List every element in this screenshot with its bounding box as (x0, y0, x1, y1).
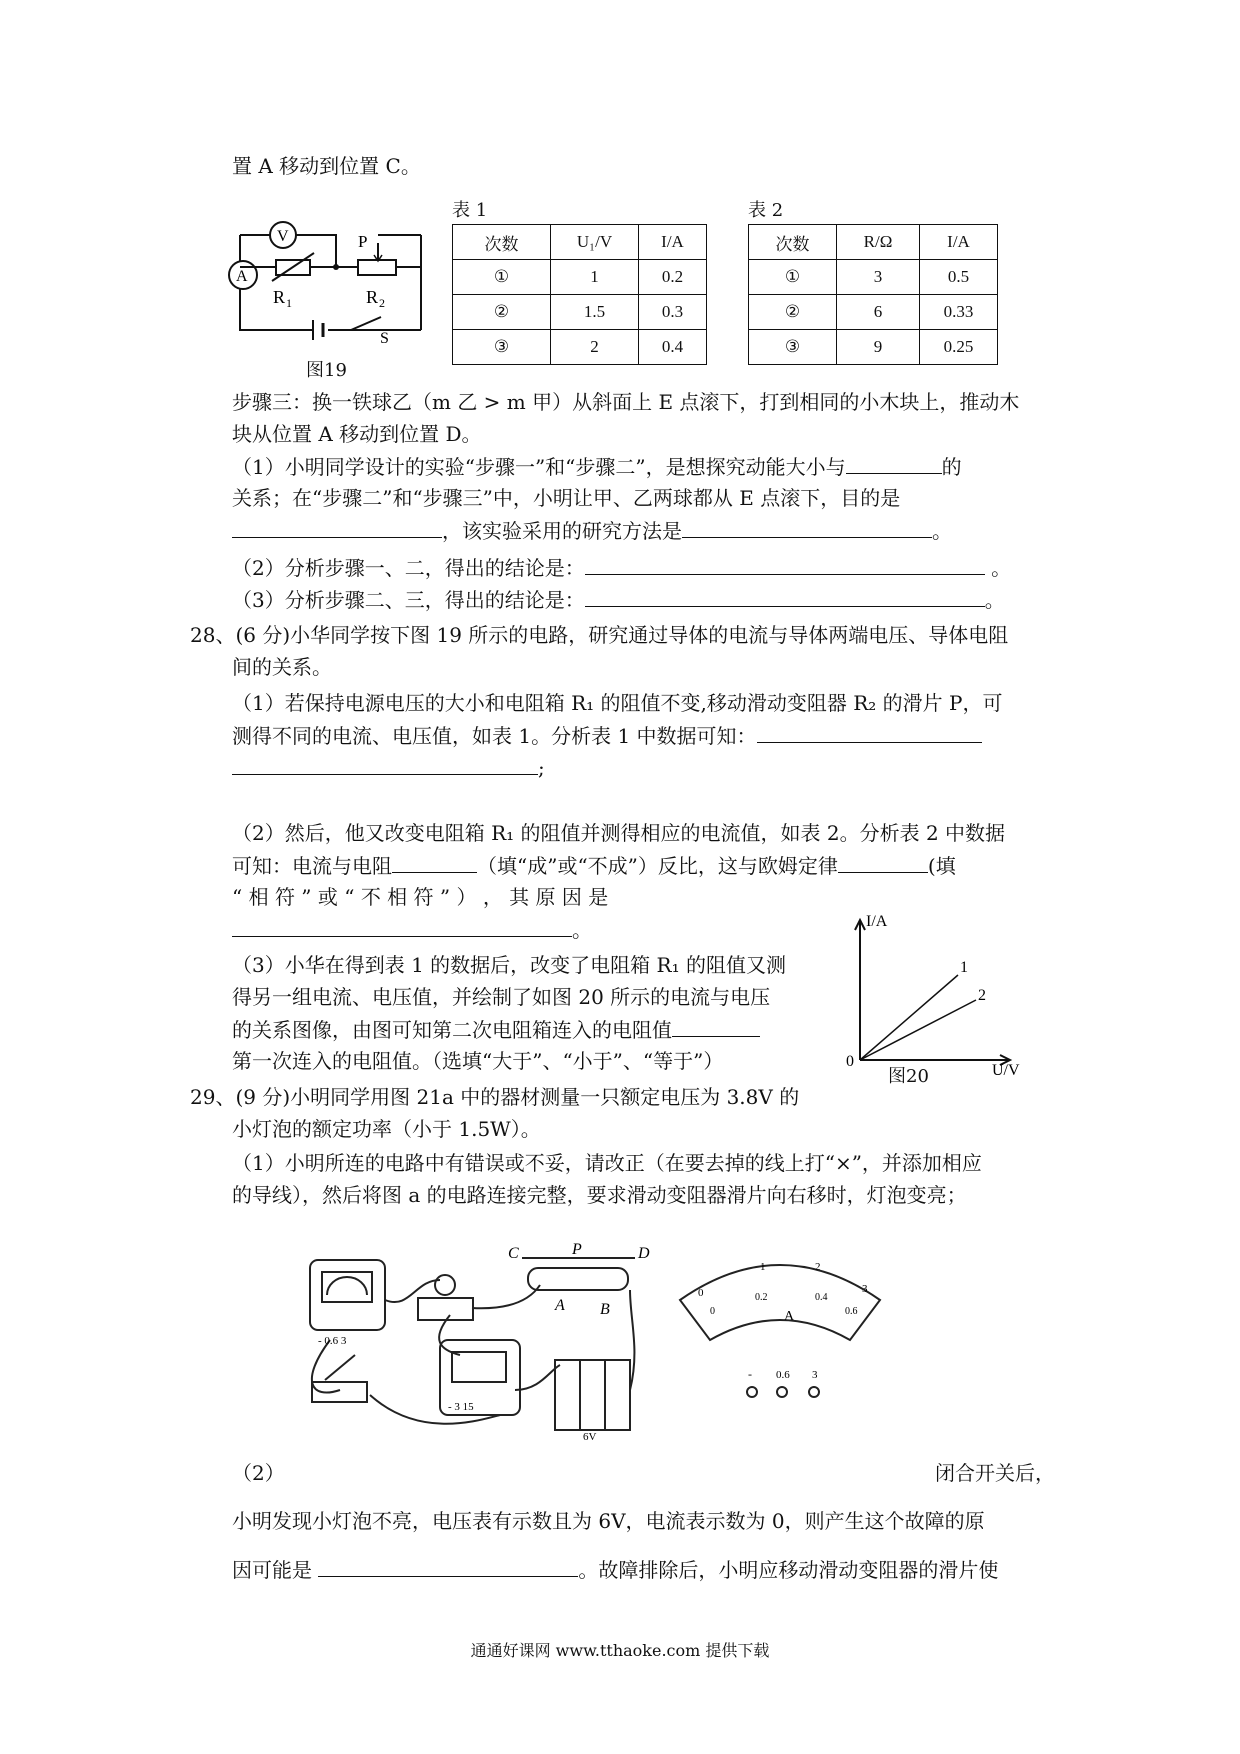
text: （2）分析步骤一、二，得出的结论是： (232, 556, 585, 580)
q27-p1-line-2: 关系；在“步骤二”和“步骤三”中，小明让甲、乙两球都从 E 点滚下，目的是 (232, 486, 901, 510)
table-cell: 1 (551, 260, 639, 295)
table-cell: U₁/V (551, 225, 639, 260)
scale-bottom-06: 0.6 (845, 1306, 858, 1317)
q28-line-1: 28、(6 分)小华同学按下图 19 所示的电路，研究通过导体的电流与导体两端电压、导体电阻 (190, 623, 1009, 647)
table-cell: 次数 (749, 225, 837, 260)
rheostat-label-c: C (508, 1245, 519, 1262)
rheostat-label-d: D (638, 1245, 650, 1262)
battery-label: 6V (583, 1431, 597, 1440)
table-cell: ① (749, 260, 837, 295)
text: 的 (941, 455, 962, 479)
voltmeter-terminals: - 3 15 (448, 1401, 474, 1413)
q28-p3-line-1: （3）小华在得到表 1 的数据后，改变了电阻箱 R₁ 的阻值又测 (232, 953, 786, 977)
x-axis-label: U/V (992, 1062, 1020, 1079)
table-2 (748, 224, 998, 365)
answer-blank[interactable] (232, 754, 538, 775)
q28-p1-line-3 (232, 754, 545, 781)
meter-terminal-06: 0.6 (776, 1369, 790, 1381)
q29-p2-right: 闭合开关后， (935, 1461, 1055, 1485)
table-cell: 3 (837, 260, 920, 295)
q29-p1-line-2: 的导线），然后将图 a 的电路连接完整，要求滑动变阻器滑片向右移时，灯泡变亮； (232, 1183, 967, 1207)
q28-p2-line-4 (232, 916, 592, 943)
answer-blank[interactable] (585, 554, 985, 575)
q28-p1-line-2 (232, 722, 982, 749)
continued-text: 置 A 移动到位置 C。 (232, 154, 421, 178)
table-cell: 0.4 (639, 330, 707, 365)
scale-bottom-0: 0 (710, 1306, 715, 1317)
answer-blank[interactable] (392, 852, 477, 873)
q28-p3-line-3 (232, 1016, 760, 1043)
table-row (749, 330, 998, 365)
table-row (453, 260, 707, 295)
text: 因可能是 (232, 1558, 312, 1582)
table-2-title: 表 2 (748, 200, 784, 221)
answer-blank[interactable] (232, 517, 442, 538)
table-row (749, 295, 998, 330)
answer-blank[interactable] (585, 586, 985, 607)
text: 测得不同的电流、电压值，如表 1。分析表 1 中数据可知： (232, 724, 757, 748)
q28-p2-line-1: （2）然后，他又改变电阻箱 R₁ 的阻值并测得相应的电流值，如表 2。分析表 2 中数据 (232, 821, 1006, 845)
q28-p3-line-2: 得另一组电流、电压值，并绘制了如图 20 所示的电流与电压 (232, 985, 771, 1009)
slider-p-label: P (358, 232, 368, 251)
q29-line-1: 29、(9 分)小明同学用图 21a 中的器材测量一只额定电压为 3.8V 的 (190, 1085, 800, 1109)
table-cell: ② (453, 295, 551, 330)
text: （3）分析步骤二、三，得出的结论是： (232, 588, 585, 612)
voltmeter-label: V (277, 228, 289, 245)
table-cell: R/Ω (837, 225, 920, 260)
text: 的关系图像，由图可知第二次电阻箱连入的电阻值 (232, 1018, 672, 1042)
scale-bottom-02: 0.2 (755, 1292, 768, 1303)
answer-blank[interactable] (232, 916, 572, 937)
q28-line-2: 间的关系。 (232, 655, 332, 679)
table-cell: 0.25 (920, 330, 998, 365)
scale-top-1: 1 (760, 1261, 766, 1273)
table-cell: ① (453, 260, 551, 295)
q27-p3 (232, 586, 1005, 613)
text: 。 (572, 918, 592, 942)
answer-blank[interactable] (682, 517, 932, 538)
r2-label: R (366, 287, 379, 307)
table-cell: I/A (920, 225, 998, 260)
text: ; (538, 756, 545, 780)
text: 。 (984, 588, 1005, 612)
step3-line-2: 块从位置 A 移动到位置 D。 (232, 422, 482, 446)
switch-label: S (380, 330, 389, 345)
table-cell: ③ (749, 330, 837, 365)
q29-p2-line-2: 小明发现小灯泡不亮，电压表有示数且为 6V，电流表示数为 0，则产生这个故障的原 (232, 1509, 985, 1533)
table-row (453, 330, 707, 365)
step3-line-1: 步骤三：换一铁球乙（m 乙 > m 甲）从斜面上 E 点滚下，打到相同的小木块上，推动木 (232, 390, 1020, 414)
table-row (453, 295, 707, 330)
apparatus-figure-21a (300, 1240, 920, 1440)
circuit-figure-19 (228, 205, 438, 345)
y-axis-label: I/A (866, 913, 888, 930)
table-row (749, 260, 998, 295)
table-cell: 0.5 (920, 260, 998, 295)
answer-blank[interactable] (672, 1016, 760, 1037)
scale-top-3: 3 (862, 1283, 868, 1295)
meter-terminal-neg: - (748, 1367, 752, 1381)
text: 。 (991, 556, 1012, 580)
r2-subscript: 2 (379, 296, 385, 310)
table-cell: ③ (453, 330, 551, 365)
table-cell: 9 (837, 330, 920, 365)
r1-subscript: 1 (286, 296, 292, 310)
q28-p2-line-3: “ 相 符 ” 或 “ 不 相 符 ” ） ， 其 原 因 是 (232, 885, 609, 909)
graph-figure-20 (840, 910, 1030, 1080)
q27-p2 (232, 554, 1011, 581)
table-cell: 6 (837, 295, 920, 330)
text: 。 (932, 519, 952, 543)
q29-p1-line-1: （1）小明所连的电路中有错误或不妥，请改正（在要去掉的线上打“×”，并添加相应 (232, 1151, 982, 1175)
q28-p3-line-4: 第一次连入的电阻值。（选填“大于”、“小于”、“等于”） (232, 1049, 724, 1073)
line-2-label: 2 (978, 987, 986, 1004)
answer-blank[interactable] (838, 852, 928, 873)
table-cell: I/A (639, 225, 707, 260)
page-footer: 通通好课网 www.tthaoke.com 提供下载 (470, 1641, 770, 1660)
table-row (453, 225, 707, 260)
table-cell: 2 (551, 330, 639, 365)
scale-top-0: 0 (698, 1287, 704, 1299)
line-1-label: 1 (960, 959, 968, 976)
table-cell: ② (749, 295, 837, 330)
q28-p1-line-1: （1）若保持电源电压的大小和电阻箱 R₁ 的阻值不变,移动滑动变阻器 R₂ 的滑片 P，可 (232, 691, 1003, 715)
rheostat-label-a: A (555, 1297, 565, 1314)
table-cell: 0.2 (639, 260, 707, 295)
table-1 (452, 224, 707, 365)
table-row (749, 225, 998, 260)
text: （填“成”或“不成”）反比，这与欧姆定律 (477, 854, 838, 878)
ammeter-terminals: - 0.6 3 (318, 1335, 347, 1347)
rheostat-label-p: P (572, 1241, 582, 1258)
scale-bottom-04: 0.4 (815, 1292, 828, 1303)
text: ，该实验采用的研究方法是 (442, 519, 682, 543)
meter-unit: A (784, 1309, 795, 1324)
answer-blank[interactable] (846, 453, 942, 474)
q29-p2-label: （2） (232, 1461, 285, 1485)
origin-label: 0 (846, 1053, 854, 1070)
table-cell: 0.33 (920, 295, 998, 330)
meter-terminal-3: 3 (812, 1369, 818, 1381)
table-cell: 0.3 (639, 295, 707, 330)
text: 可知：电流与电阻 (232, 854, 392, 878)
table-cell: 1.5 (551, 295, 639, 330)
answer-blank[interactable] (757, 722, 982, 743)
text: 。故障排除后，小明应移动滑动变阻器的滑片使 (578, 1558, 999, 1582)
figure-20-caption: 图20 (888, 1066, 929, 1087)
ammeter-label: A (236, 268, 248, 285)
table-1-title: 表 1 (452, 200, 488, 221)
q29-p2-line-3 (232, 1556, 998, 1583)
rheostat-label-b: B (600, 1301, 610, 1318)
answer-blank[interactable] (318, 1556, 578, 1577)
text: (填 (927, 854, 956, 878)
text: （1）小明同学设计的实验“步骤一”和“步骤二”，是想探究动能大小与 (232, 455, 846, 479)
r1-label: R (273, 287, 286, 307)
q29-line-2: 小灯泡的额定功率（小于 1.5W）。 (232, 1117, 541, 1141)
table-cell: 次数 (453, 225, 551, 260)
q27-p1-line-1 (232, 453, 962, 480)
scale-top-2: 2 (815, 1261, 821, 1273)
q28-p2-line-2 (232, 852, 956, 879)
figure-19-caption: 图19 (306, 360, 347, 381)
q27-p1-line-3 (232, 517, 952, 544)
